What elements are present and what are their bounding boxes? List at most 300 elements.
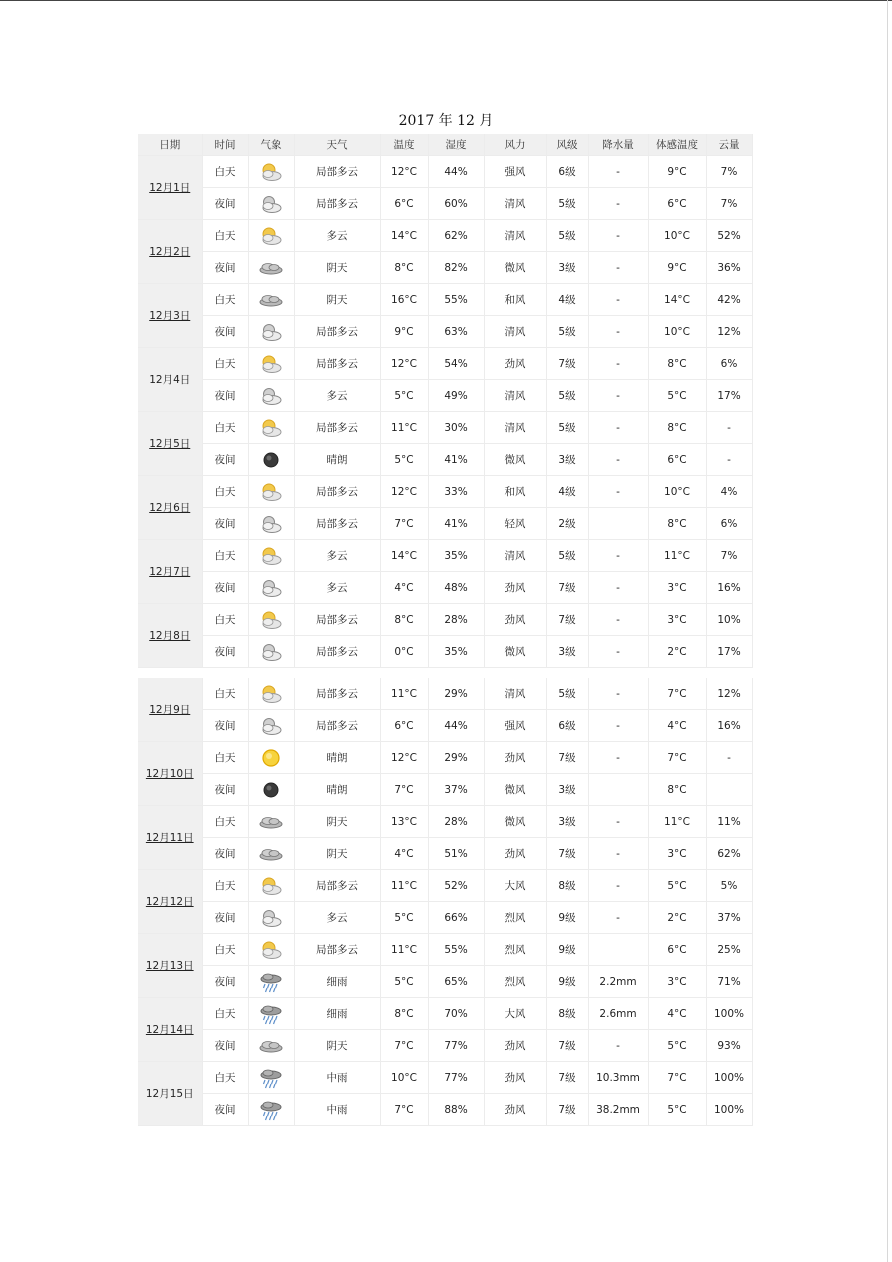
wind-cell: 大风 (484, 870, 546, 902)
feels-cell: 9°C (648, 156, 706, 188)
wind-level-cell: 7级 (546, 1062, 588, 1094)
feels-cell: 10°C (648, 316, 706, 348)
page-title: 2017 年 12 月 (398, 113, 494, 129)
weather-icon-cell (248, 476, 294, 508)
humidity-cell: 55% (428, 934, 484, 966)
wind-cell: 微风 (484, 636, 546, 668)
weather-icon-cell (248, 508, 294, 540)
precip-cell: - (588, 316, 648, 348)
rain-icon (258, 971, 284, 993)
temp-cell: 12°C (380, 742, 428, 774)
time-cell: 夜间 (202, 1094, 248, 1126)
time-cell: 白天 (202, 412, 248, 444)
weather-cell: 局部多云 (294, 710, 380, 742)
weather-icon-cell (248, 1094, 294, 1126)
table-row (138, 604, 752, 636)
feels-cell: 4°C (648, 710, 706, 742)
table-row (138, 220, 752, 252)
cloud-cell: 12% (706, 316, 752, 348)
table-row (138, 998, 752, 1030)
partly-cloudy-day-icon (258, 683, 284, 705)
overcast-icon (258, 1035, 284, 1057)
table-row (138, 188, 752, 220)
humidity-cell: 77% (428, 1030, 484, 1062)
temp-cell: 9°C (380, 316, 428, 348)
weather-table-part-1 (138, 134, 753, 668)
feels-cell: 2°C (648, 902, 706, 934)
wind-cell: 劲风 (484, 742, 546, 774)
weather-icon-cell (248, 998, 294, 1030)
rain-icon (258, 1067, 284, 1089)
wind-cell: 清风 (484, 412, 546, 444)
wind-level-cell: 8级 (546, 870, 588, 902)
wind-level-cell: 3级 (546, 774, 588, 806)
weather-icon-cell (248, 710, 294, 742)
header-date: 日期 (138, 134, 202, 156)
precip-cell (588, 774, 648, 806)
time-cell: 夜间 (202, 710, 248, 742)
wind-cell: 劲风 (484, 604, 546, 636)
wind-level-cell: 7级 (546, 1030, 588, 1062)
feels-cell: 6°C (648, 444, 706, 476)
humidity-cell: 66% (428, 902, 484, 934)
weather-icon-cell (248, 966, 294, 998)
precip-cell (588, 508, 648, 540)
weather-cell: 局部多云 (294, 934, 380, 966)
wind-cell: 劲风 (484, 838, 546, 870)
time-cell: 夜间 (202, 316, 248, 348)
wind-level-cell: 7级 (546, 572, 588, 604)
wind-level-cell: 5级 (546, 220, 588, 252)
time-cell: 白天 (202, 284, 248, 316)
precip-cell: - (588, 220, 648, 252)
wind-cell: 清风 (484, 540, 546, 572)
cloud-cell: - (706, 412, 752, 444)
table-row (138, 1030, 752, 1062)
humidity-cell: 44% (428, 710, 484, 742)
table-row (138, 966, 752, 998)
weather-cell: 阴天 (294, 806, 380, 838)
time-cell: 白天 (202, 934, 248, 966)
cloud-cell: 10% (706, 604, 752, 636)
weather-icon-cell (248, 284, 294, 316)
time-cell: 夜间 (202, 774, 248, 806)
humidity-cell: 44% (428, 156, 484, 188)
feels-cell: 5°C (648, 380, 706, 412)
precip-cell: - (588, 444, 648, 476)
partly-cloudy-day-icon (258, 225, 284, 247)
humidity-cell: 30% (428, 412, 484, 444)
precip-cell: - (588, 636, 648, 668)
weather-cell: 多云 (294, 902, 380, 934)
header-humidity: 湿度 (428, 134, 484, 156)
right-border-line (887, 0, 888, 1262)
weather-icon-cell (248, 316, 294, 348)
wind-cell: 清风 (484, 220, 546, 252)
date-link[interactable]: 12月1日 (138, 156, 202, 220)
partly-cloudy-day-icon (258, 545, 284, 567)
cloud-cell: 17% (706, 636, 752, 668)
weather-cell: 局部多云 (294, 188, 380, 220)
temp-cell: 16°C (380, 284, 428, 316)
wind-level-cell: 5级 (546, 316, 588, 348)
time-cell: 白天 (202, 742, 248, 774)
weather-cell: 局部多云 (294, 348, 380, 380)
time-cell: 夜间 (202, 902, 248, 934)
feels-cell: 10°C (648, 220, 706, 252)
partly-cloudy-day-icon (258, 875, 284, 897)
feels-cell: 8°C (648, 412, 706, 444)
wind-cell: 劲风 (484, 1062, 546, 1094)
time-cell: 白天 (202, 806, 248, 838)
table-row (138, 934, 752, 966)
humidity-cell: 60% (428, 188, 484, 220)
partly-cloudy-night-icon (258, 641, 284, 663)
feels-cell: 6°C (648, 188, 706, 220)
header-row (138, 134, 752, 156)
precip-cell: - (588, 476, 648, 508)
weather-icon-cell (248, 252, 294, 284)
table-row (138, 540, 752, 572)
humidity-cell: 29% (428, 678, 484, 710)
wind-level-cell: 5级 (546, 380, 588, 412)
wind-level-cell: 6级 (546, 710, 588, 742)
cloud-cell: 16% (706, 710, 752, 742)
header-precip: 降水量 (588, 134, 648, 156)
table-row (138, 806, 752, 838)
wind-cell: 清风 (484, 188, 546, 220)
table-body-1 (138, 156, 752, 668)
humidity-cell: 70% (428, 998, 484, 1030)
weather-icon-cell (248, 838, 294, 870)
temp-cell: 11°C (380, 412, 428, 444)
humidity-cell: 51% (428, 838, 484, 870)
date-link: 12月15日 (138, 1062, 202, 1126)
feels-cell: 5°C (648, 870, 706, 902)
temp-cell: 11°C (380, 934, 428, 966)
partly-cloudy-day-icon (258, 481, 284, 503)
precip-cell: 38.2mm (588, 1094, 648, 1126)
feels-cell: 8°C (648, 508, 706, 540)
weather-icon-cell (248, 902, 294, 934)
date-link[interactable]: 12月11日 (138, 806, 202, 870)
feels-cell: 3°C (648, 838, 706, 870)
rain-icon (258, 1099, 284, 1121)
wind-level-cell: 7级 (546, 1094, 588, 1126)
feels-cell: 11°C (648, 806, 706, 838)
table-row (138, 710, 752, 742)
table-row (138, 508, 752, 540)
humidity-cell: 37% (428, 774, 484, 806)
cloud-cell: 16% (706, 572, 752, 604)
wind-cell: 微风 (484, 774, 546, 806)
humidity-cell: 82% (428, 252, 484, 284)
time-cell: 夜间 (202, 188, 248, 220)
feels-cell: 4°C (648, 998, 706, 1030)
humidity-cell: 29% (428, 742, 484, 774)
wind-cell: 劲风 (484, 348, 546, 380)
weather-icon-cell (248, 412, 294, 444)
date-link: 12月4日 (138, 348, 202, 412)
weather-icon-cell (248, 1030, 294, 1062)
table-row (138, 678, 752, 710)
wind-cell: 和风 (484, 476, 546, 508)
table-row (138, 1094, 752, 1126)
date-link[interactable]: 12月3日 (138, 284, 202, 348)
weather-cell: 局部多云 (294, 508, 380, 540)
wind-cell: 微风 (484, 444, 546, 476)
weather-cell: 多云 (294, 540, 380, 572)
overcast-icon (258, 843, 284, 865)
partly-cloudy-day-icon (258, 161, 284, 183)
humidity-cell: 65% (428, 966, 484, 998)
date-link[interactable]: 12月8日 (138, 604, 202, 668)
feels-cell: 8°C (648, 774, 706, 806)
time-cell: 夜间 (202, 252, 248, 284)
weather-cell: 局部多云 (294, 636, 380, 668)
weather-cell: 晴朗 (294, 444, 380, 476)
weather-icon-cell (248, 934, 294, 966)
cloud-cell: 6% (706, 508, 752, 540)
table-row (138, 156, 752, 188)
header-time: 时间 (202, 134, 248, 156)
feels-cell: 11°C (648, 540, 706, 572)
table-row (138, 348, 752, 380)
wind-level-cell: 9级 (546, 934, 588, 966)
header-weather: 天气 (294, 134, 380, 156)
wind-cell: 强风 (484, 710, 546, 742)
feels-cell: 3°C (648, 604, 706, 636)
humidity-cell: 62% (428, 220, 484, 252)
temp-cell: 8°C (380, 252, 428, 284)
time-cell: 夜间 (202, 636, 248, 668)
partly-cloudy-night-icon (258, 321, 284, 343)
humidity-cell: 52% (428, 870, 484, 902)
wind-level-cell: 4级 (546, 284, 588, 316)
temp-cell: 7°C (380, 1030, 428, 1062)
temp-cell: 14°C (380, 220, 428, 252)
weather-icon-cell (248, 806, 294, 838)
date-link[interactable]: 12月12日 (138, 870, 202, 934)
wind-cell: 劲风 (484, 1030, 546, 1062)
table-body-2 (138, 678, 752, 1126)
precip-cell: - (588, 156, 648, 188)
cloud-cell: - (706, 444, 752, 476)
wind-cell: 清风 (484, 380, 546, 412)
precip-cell: - (588, 348, 648, 380)
precip-cell: - (588, 742, 648, 774)
wind-level-cell: 3级 (546, 252, 588, 284)
temp-cell: 14°C (380, 540, 428, 572)
wind-level-cell: 9级 (546, 966, 588, 998)
partly-cloudy-night-icon (258, 193, 284, 215)
weather-cell: 局部多云 (294, 476, 380, 508)
time-cell: 白天 (202, 604, 248, 636)
temp-cell: 4°C (380, 572, 428, 604)
cloud-cell: 11% (706, 806, 752, 838)
cloud-cell: 52% (706, 220, 752, 252)
weather-cell: 细雨 (294, 998, 380, 1030)
time-cell: 白天 (202, 348, 248, 380)
wind-level-cell: 6级 (546, 156, 588, 188)
table-row (138, 412, 752, 444)
weather-cell: 局部多云 (294, 604, 380, 636)
humidity-cell: 49% (428, 380, 484, 412)
cloud-cell: 5% (706, 870, 752, 902)
humidity-cell: 63% (428, 316, 484, 348)
partly-cloudy-night-icon (258, 385, 284, 407)
wind-level-cell: 8级 (546, 998, 588, 1030)
precip-cell: - (588, 252, 648, 284)
table-row (138, 742, 752, 774)
date-link[interactable]: 12月9日 (138, 678, 202, 742)
precip-cell: - (588, 188, 648, 220)
date-link[interactable]: 12月5日 (138, 412, 202, 476)
wind-cell: 强风 (484, 156, 546, 188)
weather-cell: 中雨 (294, 1094, 380, 1126)
time-cell: 白天 (202, 998, 248, 1030)
table-row (138, 1062, 752, 1094)
time-cell: 夜间 (202, 838, 248, 870)
temp-cell: 6°C (380, 710, 428, 742)
weather-cell: 局部多云 (294, 870, 380, 902)
wind-cell: 烈风 (484, 934, 546, 966)
weather-icon-cell (248, 380, 294, 412)
temp-cell: 7°C (380, 1094, 428, 1126)
feels-cell: 10°C (648, 476, 706, 508)
feels-cell: 14°C (648, 284, 706, 316)
date-link[interactable]: 12月7日 (138, 540, 202, 604)
precip-cell: 2.6mm (588, 998, 648, 1030)
feels-cell: 8°C (648, 348, 706, 380)
weather-icon-cell (248, 188, 294, 220)
weather-cell: 细雨 (294, 966, 380, 998)
cloud-cell: - (706, 742, 752, 774)
cloud-cell: 25% (706, 934, 752, 966)
temp-cell: 6°C (380, 188, 428, 220)
weather-cell: 中雨 (294, 1062, 380, 1094)
temp-cell: 5°C (380, 380, 428, 412)
wind-cell: 劲风 (484, 572, 546, 604)
table-row (138, 636, 752, 668)
table-row (138, 838, 752, 870)
weather-icon-cell (248, 774, 294, 806)
cloud-cell (706, 774, 752, 806)
time-cell: 白天 (202, 678, 248, 710)
header-wind: 风力 (484, 134, 546, 156)
overcast-icon (258, 811, 284, 833)
feels-cell: 3°C (648, 572, 706, 604)
time-cell: 夜间 (202, 380, 248, 412)
wind-cell: 和风 (484, 284, 546, 316)
temp-cell: 11°C (380, 678, 428, 710)
precip-cell: - (588, 412, 648, 444)
precip-cell: - (588, 380, 648, 412)
partly-cloudy-day-icon (258, 609, 284, 631)
temp-cell: 8°C (380, 604, 428, 636)
date-link[interactable]: 12月6日 (138, 476, 202, 540)
precip-cell: - (588, 540, 648, 572)
date-link[interactable]: 12月14日 (138, 998, 202, 1062)
cloud-cell: 7% (706, 540, 752, 572)
wind-level-cell: 5级 (546, 678, 588, 710)
partly-cloudy-night-icon (258, 513, 284, 535)
precip-cell: 2.2mm (588, 966, 648, 998)
precip-cell: - (588, 604, 648, 636)
weather-cell: 阴天 (294, 284, 380, 316)
humidity-cell: 41% (428, 508, 484, 540)
header-temp: 温度 (380, 134, 428, 156)
precip-cell: - (588, 284, 648, 316)
date-link[interactable]: 12月2日 (138, 220, 202, 284)
top-border-line (0, 0, 892, 1)
weather-icon-cell (248, 540, 294, 572)
partly-cloudy-night-icon (258, 577, 284, 599)
precip-cell: - (588, 902, 648, 934)
temp-cell: 5°C (380, 966, 428, 998)
humidity-cell: 54% (428, 348, 484, 380)
cloud-cell: 71% (706, 966, 752, 998)
time-cell: 白天 (202, 1062, 248, 1094)
table-row (138, 476, 752, 508)
wind-level-cell: 5级 (546, 188, 588, 220)
time-cell: 夜间 (202, 444, 248, 476)
cloud-cell: 42% (706, 284, 752, 316)
clear-night-icon (258, 449, 284, 471)
cloud-cell: 93% (706, 1030, 752, 1062)
header-icon: 气象 (248, 134, 294, 156)
weather-cell: 多云 (294, 380, 380, 412)
partly-cloudy-day-icon (258, 939, 284, 961)
temp-cell: 5°C (380, 444, 428, 476)
time-cell: 白天 (202, 156, 248, 188)
humidity-cell: 55% (428, 284, 484, 316)
header-cloud: 云量 (706, 134, 752, 156)
precip-cell: - (588, 678, 648, 710)
wind-cell: 轻风 (484, 508, 546, 540)
precip-cell: - (588, 870, 648, 902)
feels-cell: 3°C (648, 966, 706, 998)
header-wind-level: 风级 (546, 134, 588, 156)
weather-cell: 多云 (294, 220, 380, 252)
cloud-cell: 17% (706, 380, 752, 412)
date-link[interactable]: 12月13日 (138, 934, 202, 998)
weather-icon-cell (248, 1062, 294, 1094)
cloud-cell: 37% (706, 902, 752, 934)
weather-icon-cell (248, 156, 294, 188)
weather-cell: 阴天 (294, 252, 380, 284)
cloud-cell: 7% (706, 188, 752, 220)
precip-cell: - (588, 1030, 648, 1062)
date-link[interactable]: 12月10日 (138, 742, 202, 806)
humidity-cell: 35% (428, 636, 484, 668)
cloud-cell: 36% (706, 252, 752, 284)
table-row (138, 902, 752, 934)
wind-level-cell: 3级 (546, 444, 588, 476)
precip-cell: - (588, 838, 648, 870)
weather-icon-cell (248, 220, 294, 252)
weather-icon-cell (248, 742, 294, 774)
weather-cell: 局部多云 (294, 678, 380, 710)
humidity-cell: 33% (428, 476, 484, 508)
temp-cell: 11°C (380, 870, 428, 902)
partly-cloudy-night-icon (258, 907, 284, 929)
humidity-cell: 41% (428, 444, 484, 476)
cloud-cell: 100% (706, 998, 752, 1030)
partly-cloudy-day-icon (258, 353, 284, 375)
wind-cell: 劲风 (484, 1094, 546, 1126)
temp-cell: 10°C (380, 1062, 428, 1094)
